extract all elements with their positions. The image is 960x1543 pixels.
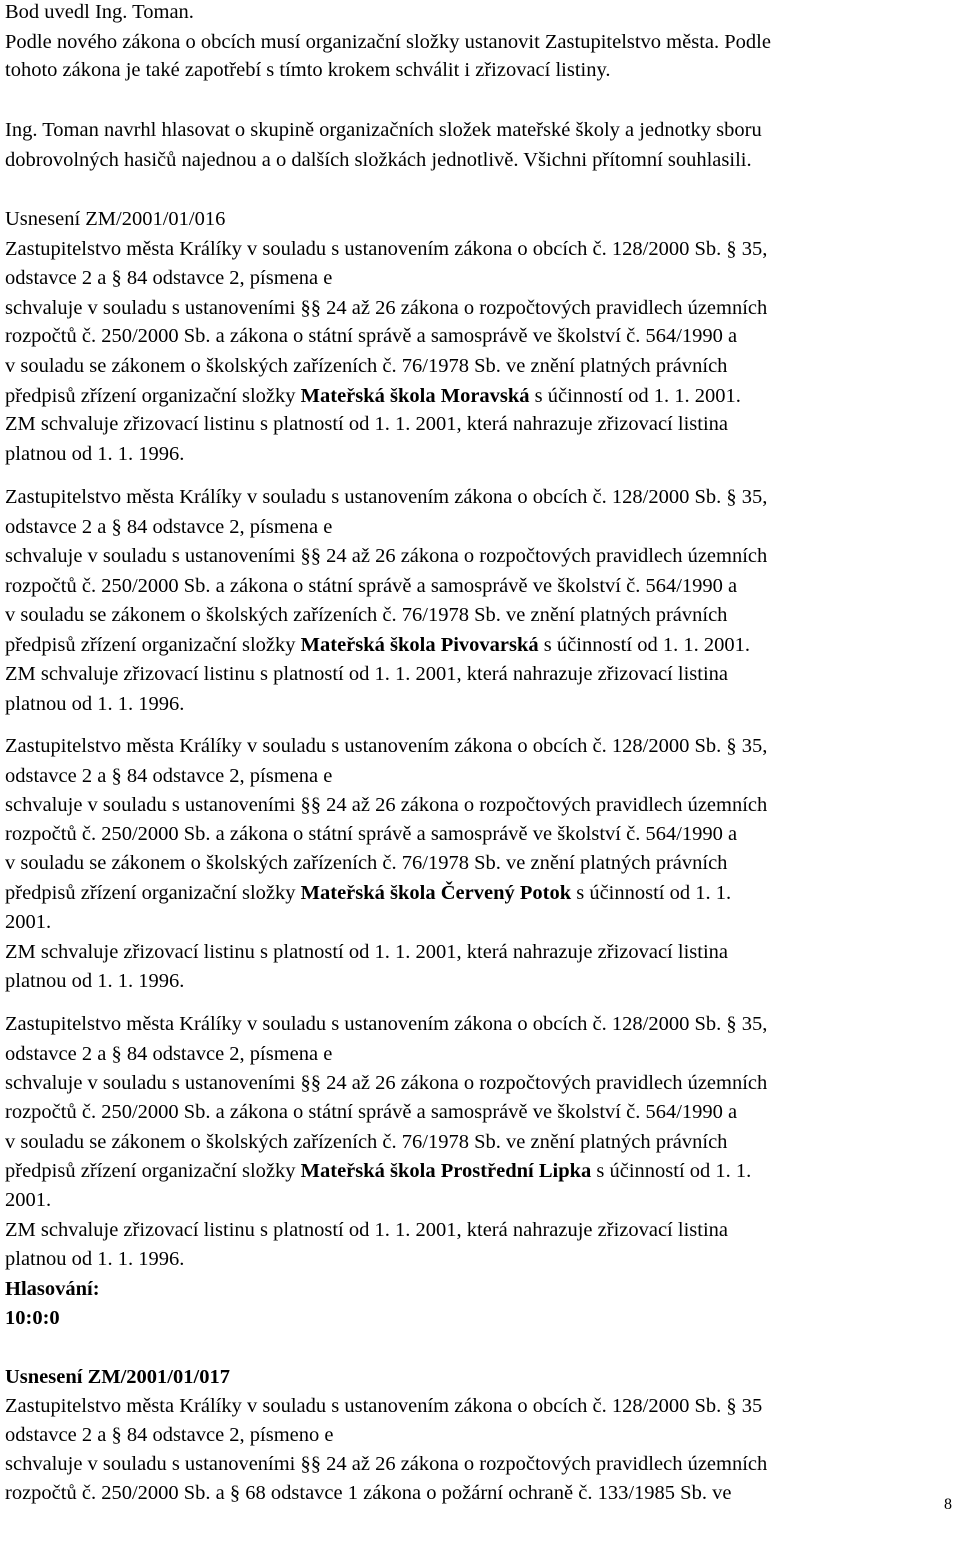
block-line: v souladu se zákonem o školských zařízeních č. 76/1978 Sb. ve znění platných právních bbox=[5, 1131, 728, 1153]
intro-line: Bod uvedl Ing. Toman. bbox=[5, 1, 194, 23]
block-line: rozpočtů č. 250/2000 Sb. a zákona o státní správě a samosprávě ve školství č. 564/1990 a bbox=[5, 1101, 738, 1123]
block-line: odstavce 2 a § 84 odstavce 2, písmena e bbox=[5, 267, 333, 289]
intro-line: Podle nového zákona o obcích musí organizační složky ustanovit Zastupitelstvo města. Podle bbox=[5, 31, 771, 53]
block-line: Zastupitelstvo města Králíky v souladu s ustanovením zákona o obcích č. 128/2000 Sb. § 35, bbox=[5, 486, 768, 508]
block-line: Zastupitelstvo města Králíky v souladu s ustanovením zákona o obcích č. 128/2000 Sb. § 35, bbox=[5, 1013, 768, 1035]
block-line: ZM schvaluje zřizovací listinu s platností od 1. 1. 2001, která nahrazuje zřizovací listina bbox=[5, 941, 728, 963]
school-name: Mateřská škola Moravská bbox=[300, 385, 530, 407]
block-line: platnou od 1. 1. 1996. bbox=[5, 1248, 185, 1270]
block-line bbox=[5, 633, 750, 657]
text-span: s účinností od 1. 1. bbox=[571, 882, 732, 904]
block-line: Zastupitelstvo města Králíky v souladu s ustanovením zákona o obcích č. 128/2000 Sb. § 35, bbox=[5, 735, 768, 757]
block-line bbox=[5, 1159, 751, 1183]
block-line: odstavce 2 a § 84 odstavce 2, písmeno e bbox=[5, 1424, 334, 1446]
block-line: Zastupitelstvo města Králíky v souladu s ustanovením zákona o obcích č. 128/2000 Sb. § 35 bbox=[5, 1395, 763, 1417]
intro-line: tohoto zákona je také zapotřebí s tímto krokem schválit i zřizovací listiny. bbox=[5, 59, 611, 81]
block-line: ZM schvaluje zřizovací listinu s platností od 1. 1. 2001, která nahrazuje zřizovací listina bbox=[5, 413, 728, 435]
proposal-line: Ing. Toman navrhl hlasovat o skupině organizačních složek mateřské školy a jednotky sboru bbox=[5, 119, 762, 141]
school-name: Mateřská škola Pivovarská bbox=[300, 634, 539, 656]
block-line: platnou od 1. 1. 1996. bbox=[5, 693, 185, 715]
text-span: předpisů zřízení organizační složky bbox=[5, 385, 301, 407]
block-line: ZM schvaluje zřizovací listinu s platností od 1. 1. 2001, která nahrazuje zřizovací listina bbox=[5, 1219, 728, 1241]
resolution-title: Usnesení ZM/2001/01/016 bbox=[5, 208, 226, 230]
page-number: 8 bbox=[944, 1496, 952, 1513]
block-line: odstavce 2 a § 84 odstavce 2, písmena e bbox=[5, 1043, 333, 1065]
block-line: schvaluje v souladu s ustanoveními §§ 24 až 26 zákona o rozpočtových pravidlech územních bbox=[5, 297, 768, 319]
resolution-title: Usnesení ZM/2001/01/017 bbox=[5, 1366, 230, 1388]
text-span: s účinností od 1. 1. bbox=[591, 1160, 752, 1182]
block-line: odstavce 2 a § 84 odstavce 2, písmena e bbox=[5, 516, 333, 538]
block-line: v souladu se zákonem o školských zařízeních č. 76/1978 Sb. ve znění platných právních bbox=[5, 852, 728, 874]
vote-label: Hlasování: bbox=[5, 1278, 100, 1300]
block-line: rozpočtů č. 250/2000 Sb. a zákona o státní správě a samosprávě ve školství č. 564/1990 a bbox=[5, 823, 738, 845]
block-line bbox=[5, 384, 741, 408]
block-line: platnou od 1. 1. 1996. bbox=[5, 443, 185, 465]
text-span: předpisů zřízení organizační složky bbox=[5, 634, 301, 656]
block-line bbox=[5, 881, 731, 905]
block-line: rozpočtů č. 250/2000 Sb. a zákona o státní správě a samosprávě ve školství č. 564/1990 a bbox=[5, 325, 738, 347]
block-line: v souladu se zákonem o školských zařízeních č. 76/1978 Sb. ve znění platných právních bbox=[5, 604, 728, 626]
block-line: v souladu se zákonem o školských zařízeních č. 76/1978 Sb. ve znění platných právních bbox=[5, 355, 728, 377]
text-span: s účinností od 1. 1. 2001. bbox=[538, 634, 750, 656]
block-line: 2001. bbox=[5, 911, 52, 933]
block-line: Zastupitelstvo města Králíky v souladu s ustanovením zákona o obcích č. 128/2000 Sb. § 35, bbox=[5, 238, 768, 260]
vote-result: 10:0:0 bbox=[5, 1307, 60, 1329]
block-line: ZM schvaluje zřizovací listinu s platností od 1. 1. 2001, která nahrazuje zřizovací listina bbox=[5, 663, 728, 685]
block-line: 2001. bbox=[5, 1189, 52, 1211]
school-name: Mateřská škola Prostřední Lipka bbox=[300, 1160, 592, 1182]
block-line: rozpočtů č. 250/2000 Sb. a § 68 odstavce 1 zákona o požární ochraně č. 133/1985 Sb. ve bbox=[5, 1482, 732, 1504]
block-line: schvaluje v souladu s ustanoveními §§ 24 až 26 zákona o rozpočtových pravidlech územních bbox=[5, 1072, 768, 1094]
block-line: rozpočtů č. 250/2000 Sb. a zákona o státní správě a samosprávě ve školství č. 564/1990 a bbox=[5, 575, 738, 597]
block-line: schvaluje v souladu s ustanoveními §§ 24 až 26 zákona o rozpočtových pravidlech územních bbox=[5, 545, 768, 567]
block-line: schvaluje v souladu s ustanoveními §§ 24 až 26 zákona o rozpočtových pravidlech územních bbox=[5, 1453, 768, 1475]
text-span: s účinností od 1. 1. 2001. bbox=[529, 385, 741, 407]
text-span: předpisů zřízení organizační složky bbox=[5, 882, 301, 904]
school-name: Mateřská škola Červený Potok bbox=[300, 882, 572, 904]
block-line: schvaluje v souladu s ustanoveními §§ 24 až 26 zákona o rozpočtových pravidlech územních bbox=[5, 794, 768, 816]
block-line: odstavce 2 a § 84 odstavce 2, písmena e bbox=[5, 765, 333, 787]
proposal-line: dobrovolných hasičů najednou a o dalších složkách jednotlivě. Všichni přítomní souhlasili. bbox=[5, 149, 752, 171]
text-span: předpisů zřízení organizační složky bbox=[5, 1160, 301, 1182]
block-line: platnou od 1. 1. 1996. bbox=[5, 970, 185, 992]
